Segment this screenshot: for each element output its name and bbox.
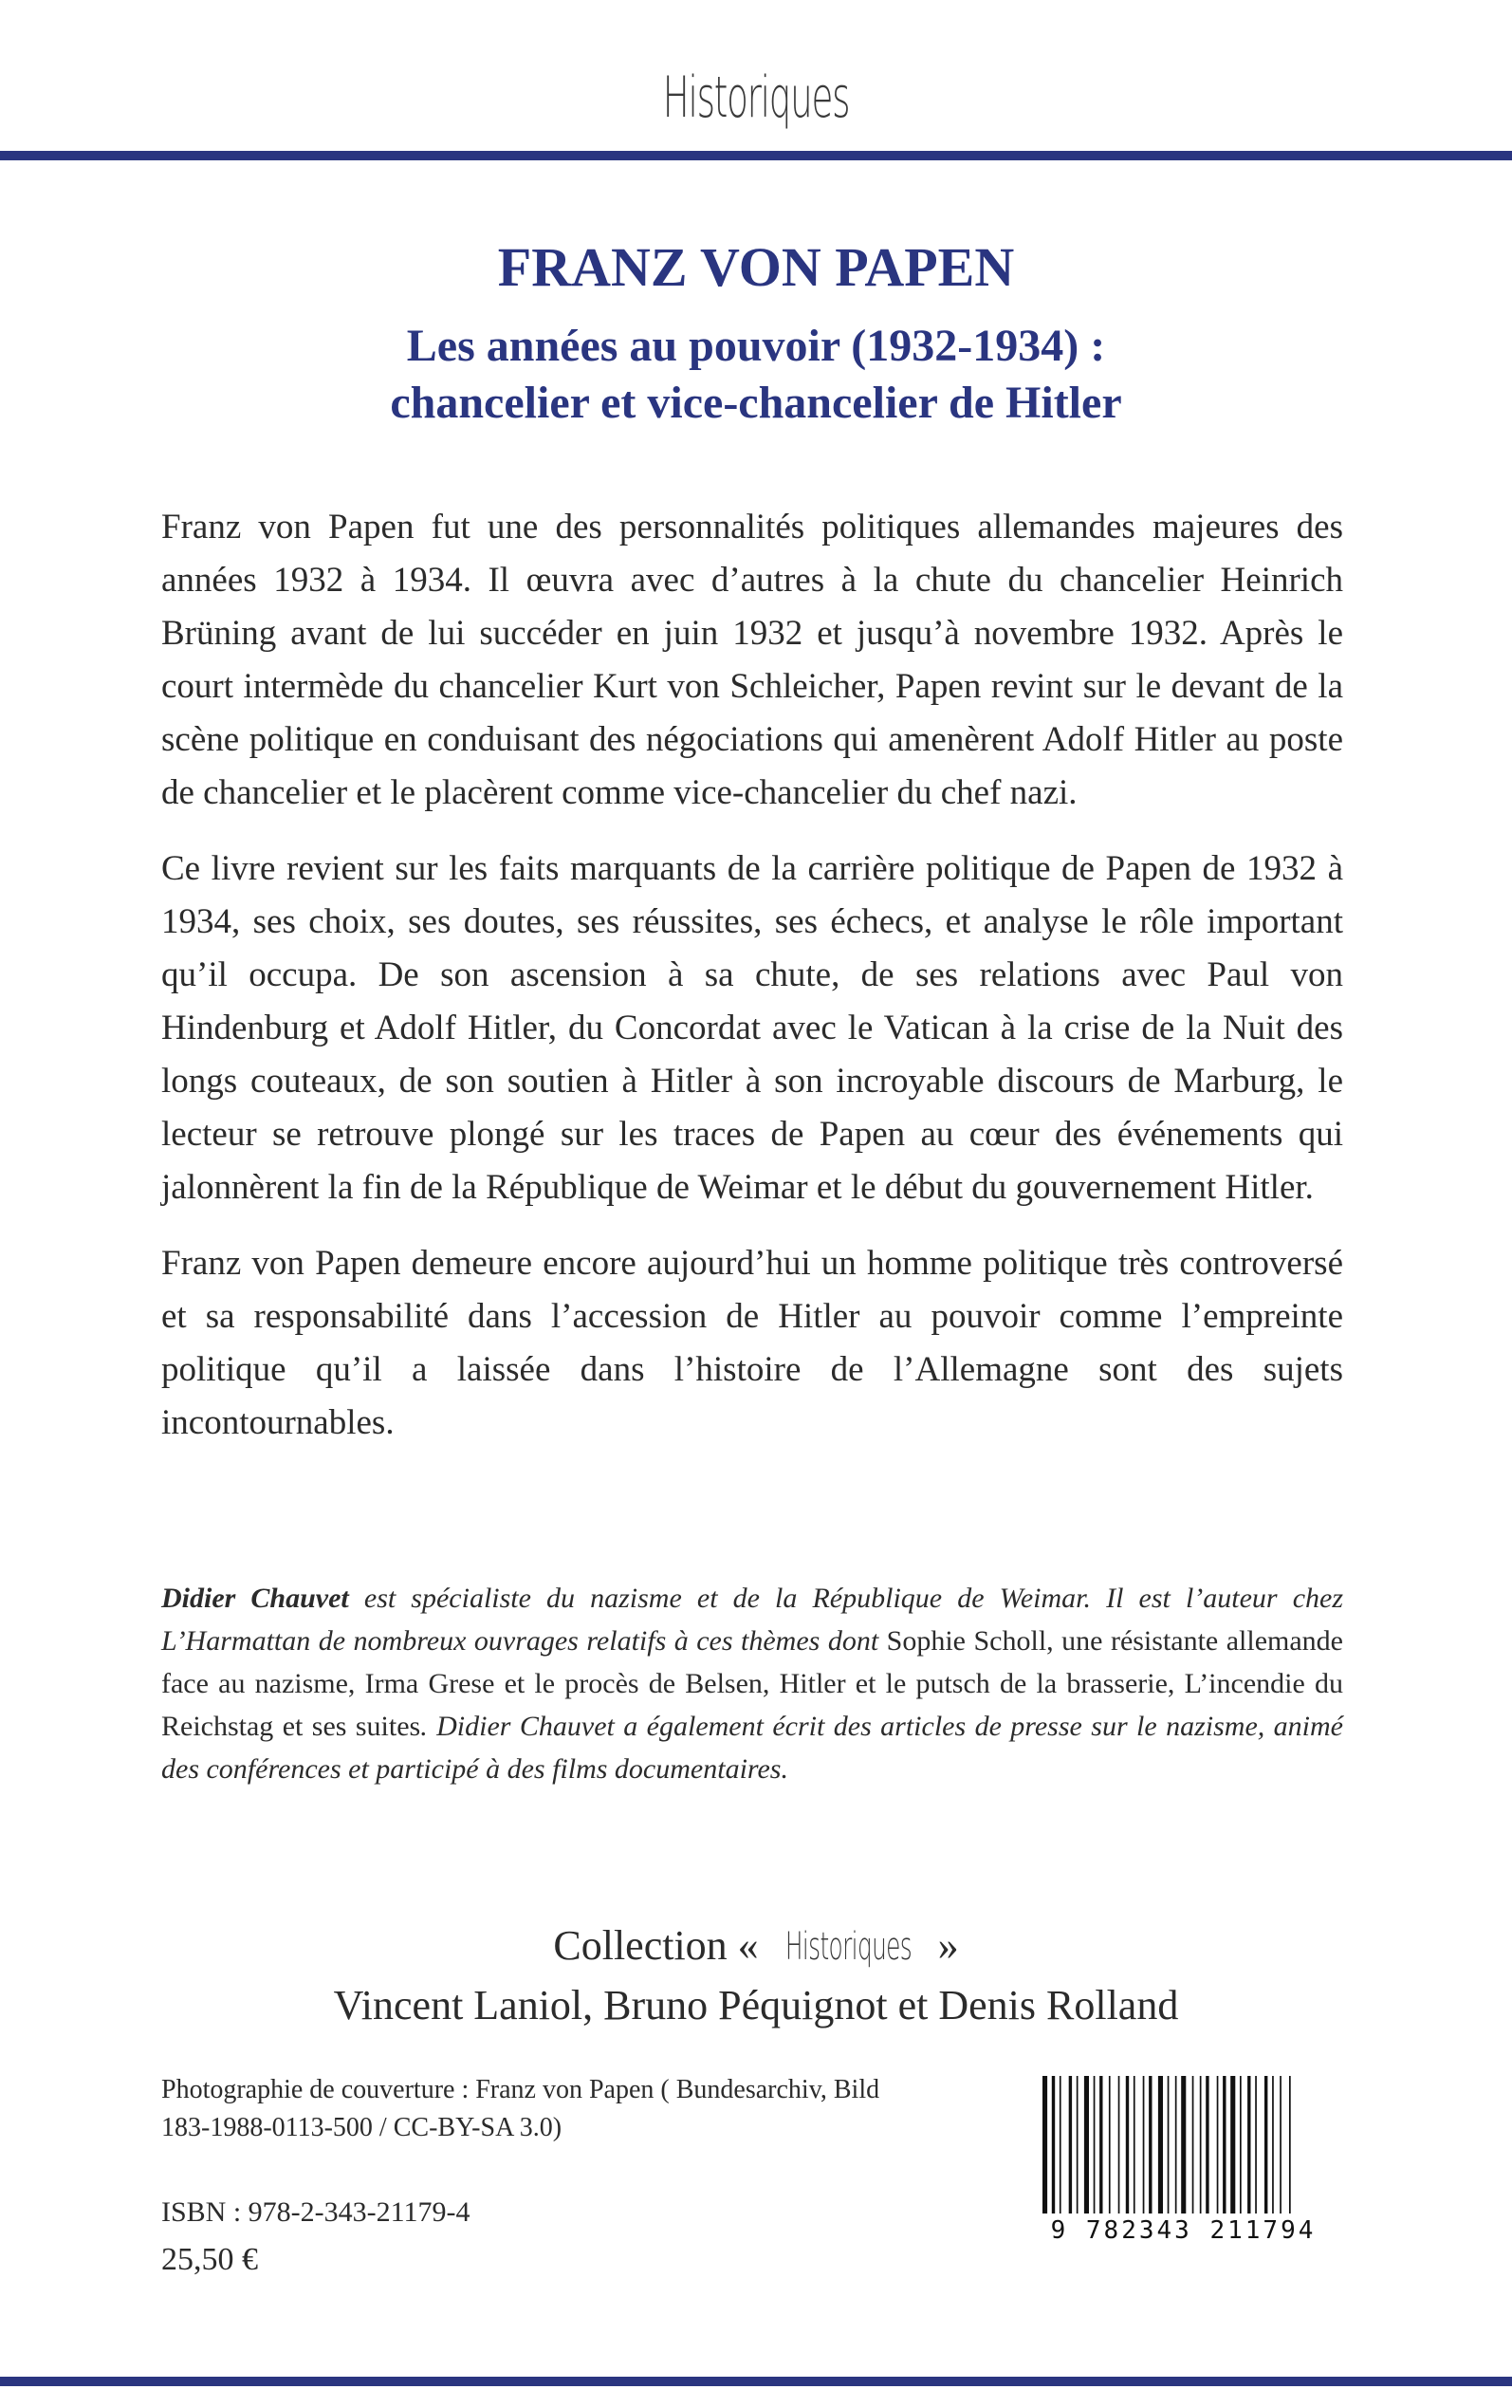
bio-outro: . Didier Chauvet a également écrit des articles de presse sur le nazisme, animé des conférences et participé à des films documentaires. (161, 1711, 1343, 1785)
bio-intro: est spécialiste du nazisme et de la République de Weimar. Il est l’auteur chez L’Harmattan de nombreux ouvrages relatifs à ces thèmes dont (161, 1583, 1343, 1657)
bio-works: Sophie Scholl, une résistante allemande face au nazisme, Irma Grese et le procès de Belsen, Hitler et le putsch de la brasserie, L’incendie du Reichstag et ses suites (161, 1625, 1343, 1742)
top-rule (0, 151, 1512, 160)
collection-info (0, 1917, 1512, 2035)
author-bio (161, 1577, 1343, 1790)
bottom-rule (0, 2377, 1512, 2386)
barcode-icon (1029, 2076, 1337, 2277)
blurb-paragraph: Franz von Papen fut une des personnalités politiques allemandes majeures des années 1932 à 1934. Il œuvra avec d’autres à la chute du chancelier Heinrich Brüning avant de lui succéder en juin 1932 et jusqu’à novembre 1932. Après le court intermède du chancelier Kurt von Schleicher, Papen revint sur le devant de la scène politique en conduisant des négociations qui amenèrent Adolf Hitler au poste de chancelier et le placèrent comme vice-chancelier du chef nazi. (161, 508, 1343, 812)
subtitle-line-2: chancelier et vice-chancelier de Hitler (390, 378, 1122, 428)
book-subtitle (0, 318, 1512, 432)
blurb-paragraph: Ce livre revient sur les faits marquants de la carrière politique de Papen de 1932 à 1934, ses choix, ses doutes, ses réussites, ses échecs, et analyse le rôle important qu’il occupa. De son ascension à sa chute, de ses relations avec Paul von Hindenburg et Adolf Hitler, du Concordat avec le Vatican à la crise de la Nuit des longs couteaux, de son soutien à Hitler à son incroyable discours de Marburg, le lecteur se retrouve plongé sur les traces de Papen au cœur des événements qui jalonnèrent la fin de la République de Weimar et le début du gouvernement Hitler. (161, 849, 1343, 1207)
book-title: FRANZ VON PAPEN (497, 236, 1015, 298)
blurb-paragraph: Franz von Papen demeure encore aujourd’hui un homme politique très controversé et sa responsabilité dans l’accession de Hitler au pouvoir comme l’empreinte politique qu’il a laissée dans l’histoire de l’Allemagne sont des sujets incontournables. (161, 1244, 1343, 1442)
isbn: ISBN : 978-2-343-21179-4 (161, 2196, 470, 2228)
series-logo: Historiques (662, 65, 850, 131)
collection-line (0, 1917, 1512, 1976)
price: 25,50 € (161, 2242, 258, 2277)
blurb (161, 501, 1343, 1473)
collection-directors: Vincent Laniol, Bruno Péquignot et Denis Rolland (333, 1982, 1179, 2028)
photo-credit: Photographie de couverture : Franz von Papen ( Bundesarchiv, Bild 183-1988-0113-500 / CC-BY-SA 3.0) (161, 2075, 880, 2142)
collection-suffix: » (937, 1922, 959, 1969)
collection-series-logo: Historiques (784, 1925, 912, 1969)
subtitle-line-1: Les années au pouvoir (1932-1934) : (406, 321, 1106, 371)
author-name: Didier Chauvet (161, 1583, 349, 1614)
collection-prefix: Collection « (553, 1922, 759, 1969)
barcode-digits: 9 782343 211794 (1029, 2216, 1337, 2245)
